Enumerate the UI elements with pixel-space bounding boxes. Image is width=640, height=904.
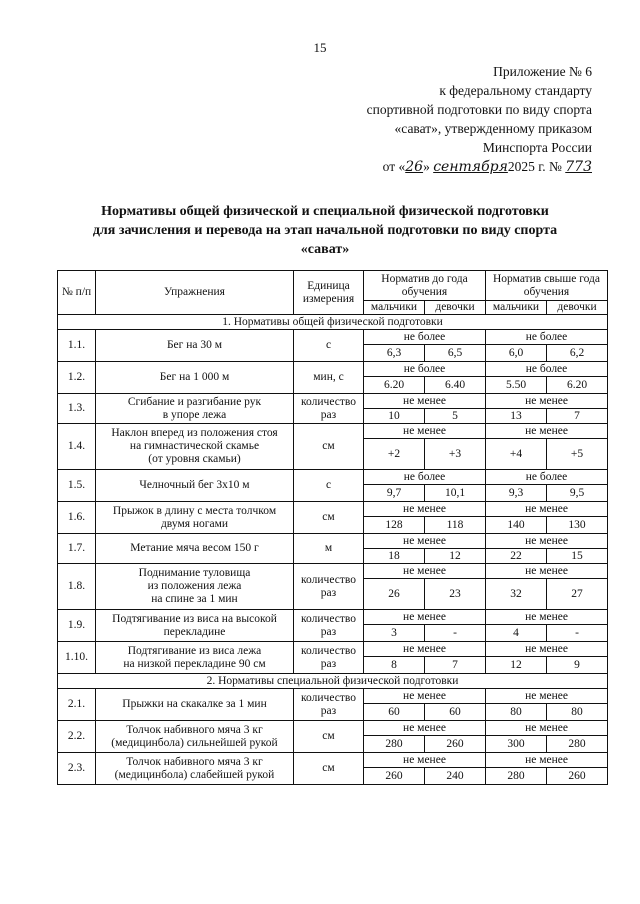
unit-line: количество [301, 691, 356, 704]
value-boys-after: 13 [486, 409, 547, 424]
value-girls-after: 9,5 [547, 485, 608, 502]
value-girls-after: 15 [547, 549, 608, 564]
exercise-line: двумя ногами [160, 517, 229, 530]
value-girls-after: 7 [547, 409, 608, 424]
value-girls-before: 6,5 [425, 345, 486, 362]
value-boys-after: 22 [486, 549, 547, 564]
value-girls-before: 7 [425, 657, 486, 674]
unit-line: раз [320, 704, 337, 717]
exercise-name [96, 502, 294, 534]
unit [294, 362, 364, 394]
unit [294, 534, 364, 564]
value-boys-before: 18 [364, 549, 425, 564]
unit-line: раз [320, 586, 337, 599]
handwritten-month: сентября [433, 159, 508, 175]
table-row [58, 330, 608, 345]
value-boys-after: 80 [486, 704, 547, 721]
value-boys-before: 6.20 [364, 377, 425, 394]
value-girls-before: 240 [425, 768, 486, 785]
value-girls-after: 27 [547, 579, 608, 610]
condition-before: не менее [364, 642, 486, 657]
condition-after: не более [486, 362, 608, 377]
condition-after: не менее [486, 721, 608, 736]
header-unit: Единица измерения [294, 271, 364, 315]
unit-line: раз [320, 625, 337, 638]
value-boys-after: 32 [486, 579, 547, 610]
value-girls-before: 260 [425, 736, 486, 753]
handwritten-order-number: 773 [565, 159, 592, 175]
unit [294, 470, 364, 502]
value-girls-after: +5 [547, 439, 608, 470]
unit-line: количество [301, 395, 356, 408]
table-row [58, 534, 608, 549]
value-boys-before: 6,3 [364, 345, 425, 362]
row-number: 1.9. [58, 610, 96, 642]
value-girls-before: 60 [425, 704, 486, 721]
value-girls-after: 130 [547, 517, 608, 534]
unit-line: раз [320, 657, 337, 670]
unit-line: количество [301, 573, 356, 586]
exercise-line: Толчок набивного мяча 3 кг [126, 755, 263, 768]
unit [294, 424, 364, 470]
table-row [58, 642, 608, 657]
appendix-line: Приложение № 6 [493, 64, 592, 79]
value-girls-before: 6.40 [425, 377, 486, 394]
condition-after: не менее [486, 534, 608, 549]
value-boys-before: 9,7 [364, 485, 425, 502]
header-boys: мальчики [364, 301, 425, 315]
row-number: 2.2. [58, 721, 96, 753]
exercise-line: (от уровня скамьи) [148, 453, 241, 465]
exercise-line: Подтягивание из виса на высокой [112, 612, 277, 625]
condition-before: не более [364, 470, 486, 485]
value-girls-before: 10,1 [425, 485, 486, 502]
value-girls-after: - [547, 625, 608, 642]
condition-before: не более [364, 362, 486, 377]
value-boys-before: 260 [364, 768, 425, 785]
table-row [58, 502, 608, 517]
order-date-line: от «26» сентября2025 г. № 773 [382, 159, 592, 175]
value-girls-after: 9 [547, 657, 608, 674]
unit [294, 721, 364, 753]
unit [294, 689, 364, 721]
condition-after: не менее [486, 753, 608, 768]
header-norm-before: Норматив до года обучения [364, 271, 486, 301]
condition-after: не менее [486, 642, 608, 657]
condition-before: не менее [364, 424, 486, 439]
unit-line: см [322, 730, 335, 742]
table-row [58, 424, 608, 439]
exercise-name [96, 424, 294, 470]
exercise-line: Метание мяча весом 150 г [130, 542, 259, 554]
row-number: 2.1. [58, 689, 96, 721]
value-boys-after: +4 [486, 439, 547, 470]
exercise-name [96, 610, 294, 642]
value-boys-before: 128 [364, 517, 425, 534]
table-body [58, 315, 608, 785]
table-row [58, 721, 608, 736]
value-girls-before: - [425, 625, 486, 642]
value-boys-after: 140 [486, 517, 547, 534]
exercise-line: Наклон вперед из положения стоя [111, 427, 278, 439]
exercise-line: перекладине [163, 625, 226, 638]
unit [294, 610, 364, 642]
table-row [58, 470, 608, 485]
header-girls: девочки [425, 301, 486, 315]
condition-before: не менее [364, 689, 486, 704]
value-girls-before: 5 [425, 409, 486, 424]
value-girls-before: 12 [425, 549, 486, 564]
exercise-line: Толчок набивного мяча 3 кг [126, 723, 263, 736]
unit-line: мин, с [313, 371, 344, 383]
value-boys-before: 26 [364, 579, 425, 610]
value-boys-after: 12 [486, 657, 547, 674]
exercise-line: Сгибание и разгибание рук [127, 395, 262, 408]
exercise-name [96, 564, 294, 610]
unit-line: с [325, 479, 332, 491]
condition-after: не менее [486, 502, 608, 517]
row-number: 1.3. [58, 394, 96, 424]
condition-before: не менее [364, 610, 486, 625]
condition-after: не более [486, 470, 608, 485]
exercise-line: (медицинбола) сильнейшей рукой [111, 736, 278, 749]
unit [294, 753, 364, 785]
exercise-name [96, 394, 294, 424]
appendix-line: к федеральному стандарту [439, 83, 592, 98]
row-number: 1.2. [58, 362, 96, 394]
value-girls-after: 260 [547, 768, 608, 785]
header-num: № п/п [58, 271, 96, 315]
document-title [50, 202, 600, 259]
exercise-name [96, 721, 294, 753]
value-boys-before: 280 [364, 736, 425, 753]
condition-before: не менее [364, 394, 486, 409]
unit-line: см [322, 440, 335, 452]
condition-before: не менее [364, 564, 486, 579]
value-boys-before: 60 [364, 704, 425, 721]
exercise-name [96, 753, 294, 785]
appendix-line: спортивной подготовки по виду спорта [366, 102, 592, 117]
value-boys-after: 4 [486, 625, 547, 642]
condition-after: не менее [486, 424, 608, 439]
row-number: 1.5. [58, 470, 96, 502]
unit-line: раз [320, 408, 337, 421]
unit-line: см [322, 511, 335, 523]
unit-line: м [324, 542, 333, 554]
exercise-line: в упоре лежа [162, 408, 227, 421]
row-number: 2.3. [58, 753, 96, 785]
exercise-name [96, 362, 294, 394]
value-girls-after: 80 [547, 704, 608, 721]
exercise-name [96, 470, 294, 502]
condition-before: не менее [364, 534, 486, 549]
exercise-line: Бег на 1 000 м [159, 371, 230, 383]
section-title: 1. Нормативы общей физической подготовки [58, 315, 608, 330]
exercise-line: Челночный бег 3х10 м [139, 479, 250, 491]
appendix-line: Минспорта России [482, 140, 592, 155]
title-line: «сават» [300, 242, 350, 257]
appendix-header [272, 62, 592, 177]
unit [294, 642, 364, 674]
exercise-line: на гимнастической скамье [129, 440, 260, 452]
condition-before: не менее [364, 721, 486, 736]
value-boys-after: 280 [486, 768, 547, 785]
condition-before: не более [364, 330, 486, 345]
exercise-line: Поднимание туловища [138, 567, 251, 579]
condition-before: не менее [364, 753, 486, 768]
condition-after: не менее [486, 689, 608, 704]
row-number: 1.7. [58, 534, 96, 564]
value-girls-before: 23 [425, 579, 486, 610]
value-girls-after: 6,2 [547, 345, 608, 362]
condition-after: не менее [486, 610, 608, 625]
value-boys-before: 3 [364, 625, 425, 642]
condition-after: не менее [486, 394, 608, 409]
unit-line: с [325, 339, 332, 351]
value-boys-after: 9,3 [486, 485, 547, 502]
exercise-name [96, 642, 294, 674]
value-boys-after: 5.50 [486, 377, 547, 394]
handwritten-day: 26 [405, 159, 424, 175]
header-exercise: Упражнения [96, 271, 294, 315]
row-number: 1.6. [58, 502, 96, 534]
exercise-line: Прыжок в длину с места толчком [112, 504, 277, 517]
exercise-name [96, 534, 294, 564]
exercise-line: на низкой перекладине 90 см [123, 657, 266, 670]
title-line: для зачисления и перевода на этап начальной подготовки по виду спорта [92, 223, 558, 238]
exercise-name [96, 330, 294, 362]
row-number: 1.4. [58, 424, 96, 470]
exercise-line: Прыжки на скакалке за 1 мин [122, 698, 267, 710]
value-boys-after: 300 [486, 736, 547, 753]
exercise-line: из положения лежа [147, 580, 242, 592]
exercise-line: Бег на 30 м [166, 339, 223, 351]
title-line: Нормативы общей физической и специальной физической подготовки [101, 204, 549, 219]
row-number: 1.1. [58, 330, 96, 362]
unit-line: см [322, 762, 335, 774]
page-number: 15 [313, 40, 327, 55]
table-row [58, 689, 608, 704]
section-title: 2. Нормативы специальной физической подготовки [58, 674, 608, 689]
unit-line: количество [301, 612, 356, 625]
table-row [58, 610, 608, 625]
standards-table [57, 270, 608, 785]
unit-line: количество [301, 644, 356, 657]
table-row [58, 564, 608, 579]
unit [294, 502, 364, 534]
header-norm-after: Норматив свыше года обучения [486, 271, 608, 301]
table-row [58, 394, 608, 409]
condition-before: не менее [364, 502, 486, 517]
value-girls-after: 6.20 [547, 377, 608, 394]
condition-after: не более [486, 330, 608, 345]
appendix-line: «сават», утвержденному приказом [394, 121, 592, 136]
value-girls-after: 280 [547, 736, 608, 753]
unit [294, 564, 364, 610]
exercise-line: (медицинбола) слабейшей рукой [114, 768, 275, 781]
row-number: 1.8. [58, 564, 96, 610]
value-boys-before: 10 [364, 409, 425, 424]
condition-after: не менее [486, 564, 608, 579]
unit [294, 330, 364, 362]
header-boys: мальчики [486, 301, 547, 315]
table-row [58, 362, 608, 377]
table-row [58, 753, 608, 768]
exercise-line: на спине за 1 мин [151, 593, 238, 605]
value-boys-before: +2 [364, 439, 425, 470]
exercise-name [96, 689, 294, 721]
value-boys-after: 6,0 [486, 345, 547, 362]
exercise-line: Подтягивание из виса лежа [127, 644, 262, 657]
header-girls: девочки [547, 301, 608, 315]
unit [294, 394, 364, 424]
value-girls-before: 118 [425, 517, 486, 534]
row-number: 1.10. [58, 642, 96, 674]
value-girls-before: +3 [425, 439, 486, 470]
value-boys-before: 8 [364, 657, 425, 674]
